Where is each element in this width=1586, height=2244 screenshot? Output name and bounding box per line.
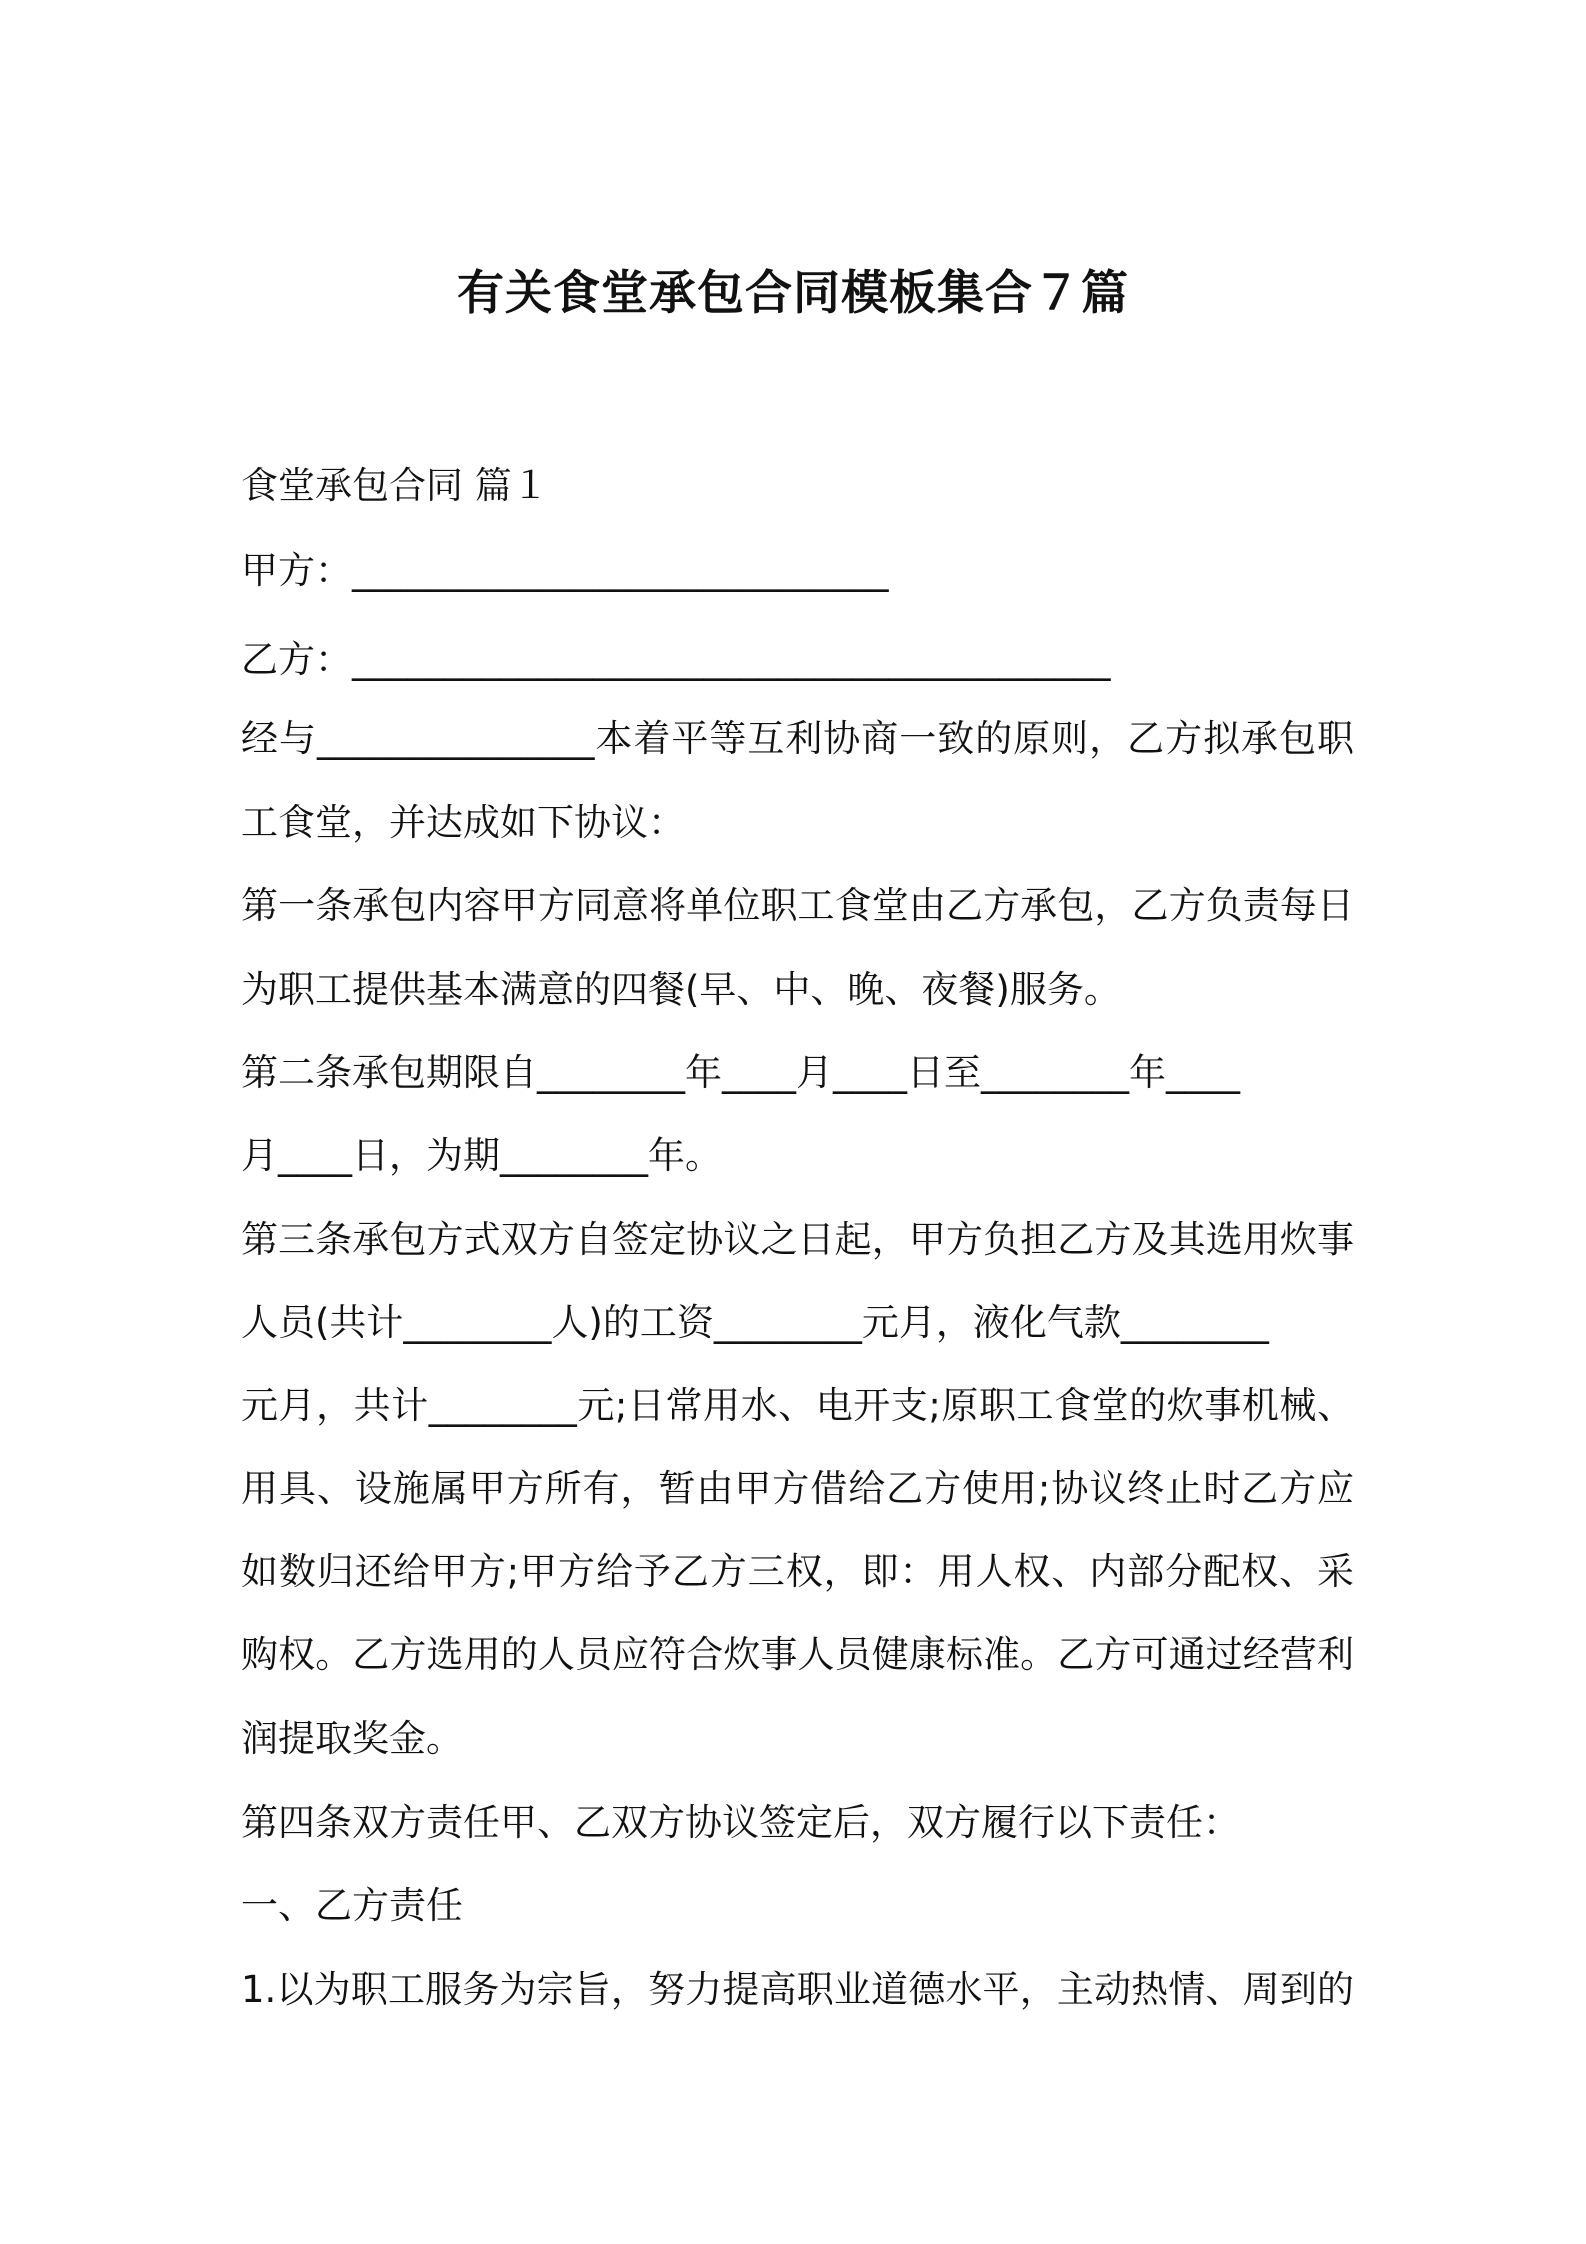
paragraph-line: 经与_______________本着平等互利协商一致的原则，乙方拟承包职 — [241, 717, 1354, 760]
paragraph-line: 如数归还给甲方;甲方给予乙方三权，即：用人权、内部分配权、采 — [241, 1550, 1354, 1593]
paragraph-line: 第二条承包期限自________年____月____日至________年____ — [241, 1051, 1240, 1094]
paragraph-line: 为职工提供基本满意的四餐(早、中、晚、夜餐)服务。 — [241, 968, 1121, 1011]
subsection-heading: 一、乙方责任 — [241, 1884, 463, 1927]
paragraph-line: 月____日，为期________年。 — [241, 1134, 722, 1177]
paragraph-line: 润提取奖金。 — [241, 1717, 463, 1760]
party-a-line: 甲方：_____________________________ — [241, 549, 889, 592]
paragraph-line: 第四条双方责任甲、乙双方协议签定后，双方履行以下责任： — [241, 1801, 1240, 1844]
paragraph-line: 购权。乙方选用的人员应符合炊事人员健康标准。乙方可通过经营利 — [241, 1633, 1354, 1676]
paragraph-line: 工食堂，并达成如下协议： — [241, 801, 685, 844]
paragraph-line: 元月，共计________元;日常用水、电开支;原职工食堂的炊事机械、 — [241, 1384, 1354, 1427]
party-b-line: 乙方：_________________________________________ — [241, 638, 1111, 681]
paragraph-line: 人员(共计________人)的工资________元月，液化气款________ — [241, 1301, 1269, 1344]
paragraph-line: 1.以为职工服务为宗旨，努力提高职业道德水平，主动热情、周到的 — [241, 1968, 1354, 2011]
document-title: 有关食堂承包合同模板集合７篇 — [457, 266, 1129, 321]
paragraph-line: 第一条承包内容甲方同意将单位职工食堂由乙方承包，乙方负责每日 — [241, 884, 1354, 927]
paragraph-line: 第三条承包方式双方自签定协议之日起，甲方负担乙方及其选用炊事 — [241, 1218, 1354, 1261]
paragraph-line: 用具、设施属甲方所有，暂由甲方借给乙方使用;协议终止时乙方应 — [241, 1467, 1354, 1510]
section-heading: 食堂承包合同 篇１ — [241, 464, 549, 507]
